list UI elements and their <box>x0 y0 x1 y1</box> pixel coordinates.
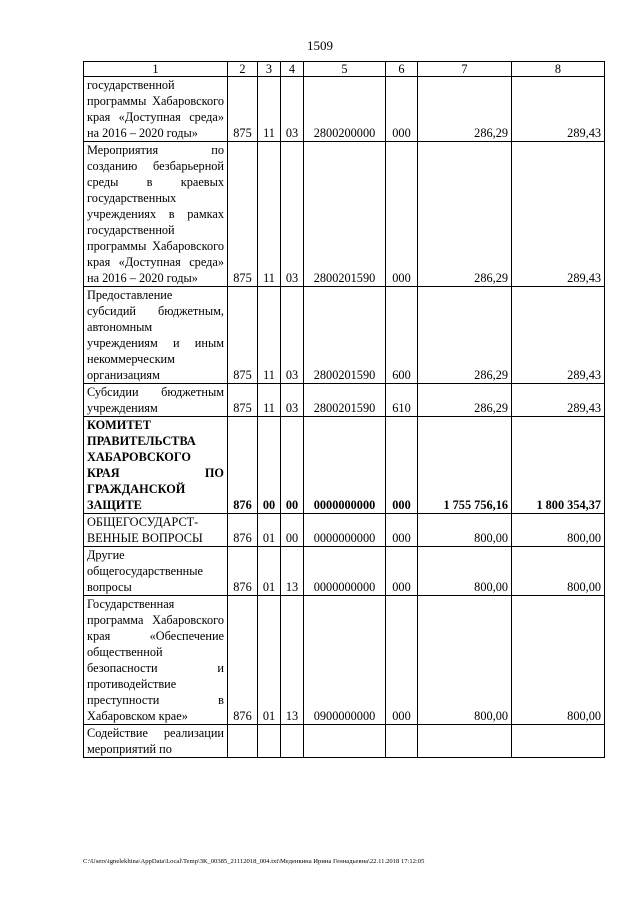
cell-col-2: 875 <box>228 77 258 142</box>
cell-col-6: 000 <box>386 77 418 142</box>
cell-col-2: 876 <box>228 417 258 514</box>
cell-col-8: 289,43 <box>512 77 605 142</box>
cell-col-3: 11 <box>258 287 281 384</box>
cell-col-6: 610 <box>386 384 418 417</box>
cell-col-8 <box>512 725 605 758</box>
table-row <box>84 596 605 725</box>
cell-col-4 <box>281 725 304 758</box>
row-name: КОМИТЕТ ПРАВИТЕЛЬСТВА ХАБАРОВСКОГО КРАЯ ПО ГРАЖДАНСКОЙ ЗАЩИТЕ <box>84 417 228 514</box>
cell-col-5: 0000000000 <box>304 547 386 596</box>
cell-col-6: 600 <box>386 287 418 384</box>
cell-col-7 <box>418 725 512 758</box>
cell-col-8: 800,00 <box>512 596 605 725</box>
cell-col-5: 2800201590 <box>304 287 386 384</box>
cell-col-8: 800,00 <box>512 547 605 596</box>
cell-col-4: 13 <box>281 547 304 596</box>
column-header: 5 <box>304 62 386 77</box>
cell-col-3 <box>258 725 281 758</box>
row-name: Мероприятия по созданию безбарьерной среды в краевых государственных учреждениях в рамках государственной программы Хабаровского края «Доступная среда» на 2016 – 2020 годы» <box>84 142 228 287</box>
cell-col-3: 11 <box>258 142 281 287</box>
cell-col-3: 00 <box>258 417 281 514</box>
cell-col-7: 800,00 <box>418 547 512 596</box>
file-path-footer: C:\Users\ignelekhina\AppData\Local\Temp\ЗК_00385_21112018_004.txt\Меденкина Ирина Геннадьевна\22.11.2018 17:12:05 <box>83 858 425 865</box>
column-header: 3 <box>258 62 281 77</box>
column-header: 8 <box>512 62 605 77</box>
row-name: Содействие реализации мероприятий по <box>84 725 228 758</box>
cell-col-8: 289,43 <box>512 384 605 417</box>
row-name: Предоставление субсидий бюджетным, автономным учреждениям и иным некоммерческим организациям <box>84 287 228 384</box>
cell-col-5: 0900000000 <box>304 596 386 725</box>
cell-col-7: 286,29 <box>418 384 512 417</box>
cell-col-3: 01 <box>258 514 281 547</box>
table-row <box>84 77 605 142</box>
table-header-row <box>84 62 605 77</box>
cell-col-7: 1 755 756,16 <box>418 417 512 514</box>
table-row <box>84 547 605 596</box>
row-name: Другие общегосударственные вопросы <box>84 547 228 596</box>
cell-col-6: 000 <box>386 142 418 287</box>
budget-table <box>83 61 605 758</box>
cell-col-2: 876 <box>228 514 258 547</box>
cell-col-4: 00 <box>281 417 304 514</box>
cell-col-2 <box>228 725 258 758</box>
column-header: 7 <box>418 62 512 77</box>
cell-col-2: 876 <box>228 596 258 725</box>
column-header: 2 <box>228 62 258 77</box>
table-row <box>84 384 605 417</box>
row-name: государственной программы Хабаровского края «Доступная среда» на 2016 – 2020 годы» <box>84 77 228 142</box>
cell-col-5: 2800201590 <box>304 384 386 417</box>
cell-col-6: 000 <box>386 514 418 547</box>
column-header: 6 <box>386 62 418 77</box>
cell-col-3: 11 <box>258 384 281 417</box>
cell-col-6 <box>386 725 418 758</box>
cell-col-7: 800,00 <box>418 514 512 547</box>
cell-col-7: 800,00 <box>418 596 512 725</box>
cell-col-5: 0000000000 <box>304 417 386 514</box>
cell-col-4: 03 <box>281 384 304 417</box>
cell-col-2: 875 <box>228 142 258 287</box>
cell-col-8: 800,00 <box>512 514 605 547</box>
column-header: 1 <box>84 62 228 77</box>
cell-col-3: 11 <box>258 77 281 142</box>
cell-col-5 <box>304 725 386 758</box>
cell-col-8: 289,43 <box>512 142 605 287</box>
column-header: 4 <box>281 62 304 77</box>
cell-col-6: 000 <box>386 547 418 596</box>
row-name: Субсидии бюджетным учреждениям <box>84 384 228 417</box>
cell-col-4: 13 <box>281 596 304 725</box>
cell-col-4: 03 <box>281 287 304 384</box>
cell-col-4: 03 <box>281 77 304 142</box>
cell-col-8: 1 800 354,37 <box>512 417 605 514</box>
cell-col-6: 000 <box>386 596 418 725</box>
table-row <box>84 287 605 384</box>
cell-col-5: 2800200000 <box>304 77 386 142</box>
cell-col-4: 00 <box>281 514 304 547</box>
row-name: ОБЩЕГОСУДАРСТ-ВЕННЫЕ ВОПРОСЫ <box>84 514 228 547</box>
cell-col-2: 876 <box>228 547 258 596</box>
cell-col-5: 2800201590 <box>304 142 386 287</box>
cell-col-7: 286,29 <box>418 142 512 287</box>
cell-col-8: 289,43 <box>512 287 605 384</box>
cell-col-4: 03 <box>281 142 304 287</box>
cell-col-3: 01 <box>258 596 281 725</box>
page-number: 1509 <box>307 38 333 53</box>
table-row <box>84 417 605 514</box>
cell-col-2: 875 <box>228 287 258 384</box>
cell-col-7: 286,29 <box>418 287 512 384</box>
table-row <box>84 725 605 758</box>
cell-col-6: 000 <box>386 417 418 514</box>
cell-col-7: 286,29 <box>418 77 512 142</box>
table-row <box>84 514 605 547</box>
cell-col-5: 0000000000 <box>304 514 386 547</box>
cell-col-3: 01 <box>258 547 281 596</box>
cell-col-2: 875 <box>228 384 258 417</box>
table-row <box>84 142 605 287</box>
row-name: Государственная программа Хабаровского края «Обеспечение общественной безопасности и противодействие преступности в Хабаровском крае» <box>84 596 228 725</box>
